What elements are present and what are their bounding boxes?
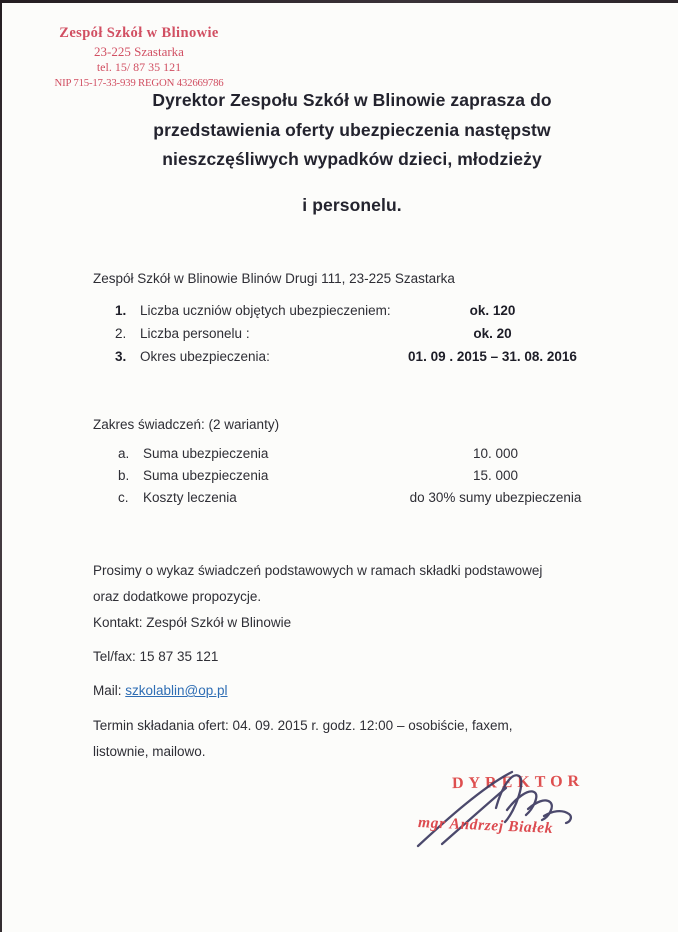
scan-edge-left xyxy=(0,0,2,932)
contact-line: Kontakt: Zespół Szkół w Blinowie xyxy=(93,615,292,630)
director-name-stamp: mgr Andrzej Białek xyxy=(417,814,554,837)
list-item-label: Koszty leczenia xyxy=(143,490,237,505)
telfax-line: Tel/fax: 15 87 35 121 xyxy=(93,649,219,664)
stamp-school-name: Zespół Szkół w Blinowie xyxy=(59,25,219,41)
document-title xyxy=(26,86,678,220)
list-item xyxy=(118,468,628,490)
stamp-phone: tel. 15/ 87 35 121 xyxy=(96,60,182,75)
list-item xyxy=(115,326,625,349)
list-item-letter: c. xyxy=(118,490,129,505)
deadline-line-1: Termin składania ofert: 04. 09. 2015 r. godz. 12:00 – osobiście, faxem, xyxy=(93,718,513,733)
school-address-line: Zespół Szkół w Blinowie Blinów Drugi 111, 23-225 Szastarka xyxy=(93,271,455,286)
stamp-nip-regon: NIP 715-17-33-939 REGON 432669786 xyxy=(54,76,224,89)
director-title-stamp: DYREKTOR xyxy=(451,772,585,793)
school-header-stamp xyxy=(43,25,235,89)
signature-block xyxy=(408,770,618,880)
list-item-letter: b. xyxy=(118,468,130,483)
list-item-value: 15. 000 xyxy=(472,468,519,483)
mail-label: Mail: xyxy=(93,683,126,698)
scan-edge-top xyxy=(0,0,678,3)
list-item-value: 10. 000 xyxy=(472,446,519,461)
title-line-2: przedstawienia oferty ubezpieczenia następstw xyxy=(153,119,551,140)
list-item-number: 1. xyxy=(115,303,127,318)
benefits-variants-list xyxy=(118,446,628,512)
list-item-label: Liczba uczniów objętych ubezpieczeniem: xyxy=(140,303,391,318)
list-item-value: ok. 120 xyxy=(469,303,516,318)
insured-details-list xyxy=(115,303,625,372)
list-item-label: Liczba personelu : xyxy=(140,326,250,341)
title-line-3: nieszczęśliwych wypadków dzieci, młodzieży xyxy=(162,149,542,169)
mail-line xyxy=(93,683,228,698)
list-item-letter: a. xyxy=(118,446,130,461)
list-item-label: Suma ubezpieczenia xyxy=(143,468,269,483)
list-item xyxy=(115,349,625,372)
handwritten-signature-scribble xyxy=(412,758,592,853)
stamp-postal-address: 23-225 Szastarka xyxy=(94,44,184,60)
request-line-1: Prosimy o wykaz świadczeń podstawowych w ramach składki podstawowej xyxy=(93,563,543,578)
request-line-2: oraz dodatkowe propozycje. xyxy=(93,588,262,604)
list-item-value: 01. 09 . 2015 – 31. 08. 2016 xyxy=(408,349,577,364)
list-item-label: Okres ubezpieczenia: xyxy=(140,349,270,364)
request-paragraph xyxy=(93,558,593,609)
list-item-value: do 30% sumy ubezpieczenia xyxy=(409,490,582,505)
list-item-number: 2. xyxy=(115,326,127,341)
benefits-scope-heading: Zakres świadczeń: (2 warianty) xyxy=(93,417,280,432)
title-line-4: i personelu. xyxy=(302,194,402,215)
list-item xyxy=(118,446,628,468)
email-link[interactable]: szkolablin@op.pl xyxy=(125,683,228,698)
deadline-line-2: listownie, mailowo. xyxy=(93,744,206,759)
list-item-number: 3. xyxy=(115,349,127,364)
list-item-label: Suma ubezpieczenia xyxy=(143,446,269,461)
list-item xyxy=(115,303,625,326)
list-item xyxy=(118,490,628,512)
list-item-value: ok. 20 xyxy=(473,326,512,341)
title-line-1: Dyrektor Zespołu Szkół w Blinowie zaprasza do xyxy=(152,90,552,110)
